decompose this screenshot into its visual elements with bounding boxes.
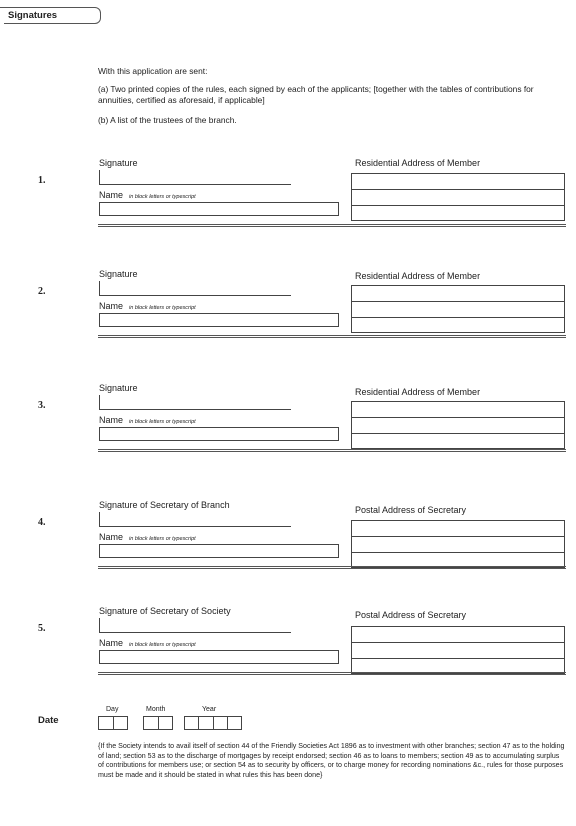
signature-field[interactable]: [99, 395, 291, 410]
signature-field[interactable]: [99, 170, 291, 185]
name-label: Name in block letters or typescript: [99, 532, 196, 542]
address-field[interactable]: [351, 285, 565, 333]
name-label: Name in block letters or typescript: [99, 638, 196, 648]
signatory-section-5: [0, 606, 576, 706]
date-label: Date: [38, 715, 59, 726]
name-label: Name in block letters or typescript: [99, 415, 196, 425]
section-divider: [98, 566, 566, 569]
name-hint: in block letters or typescript: [129, 642, 196, 648]
section-number: 2.: [38, 286, 46, 297]
signature-field[interactable]: [99, 512, 291, 527]
section-divider: [98, 224, 566, 227]
signature-label: Signature: [99, 158, 138, 168]
section-number: 3.: [38, 400, 46, 411]
signature-field[interactable]: [99, 618, 291, 633]
day-field[interactable]: [98, 716, 128, 730]
address-field[interactable]: [351, 626, 565, 674]
address-label: Postal Address of Secretary: [355, 610, 467, 620]
month-label: Month: [146, 706, 166, 713]
name-hint: in block letters or typescript: [129, 419, 196, 425]
address-field[interactable]: [351, 173, 565, 221]
address-field[interactable]: [351, 520, 565, 568]
intro-item-b: (b) A list of the trustees of the branch.: [98, 115, 237, 125]
section-divider: [98, 449, 566, 452]
signatory-section-2: [0, 269, 576, 369]
name-field[interactable]: [99, 202, 339, 216]
address-label: Residential Address of Member: [355, 271, 481, 281]
section-divider: [98, 335, 566, 338]
signature-label: Signature of Secretary of Society: [99, 606, 231, 616]
signature-label: Signature: [99, 269, 138, 279]
year-label: Year: [202, 706, 217, 713]
intro-item-a: (a) Two printed copies of the rules, each signed by each of the applicants; [together with the tables of contributions for annuities, certified as aforesaid, if applicable]: [98, 84, 534, 105]
footnote: {If the Society intends to avail itself of section 44 of the Friendly Societies Act 1896 as to investment with other branches; section 47 as to the holding of land; section 53 as to the discharge of mortgages by receipt endorsed; section 46 as to loans to members; section 49 as to accumulating surplus of contributions for members use; or section 54 as to security by officers, or to charge money for recording nominations &c., rules for those purposes must be made and it should be stated in what rules this has been done}: [98, 742, 565, 779]
address-label: Residential Address of Member: [355, 387, 481, 397]
name-field[interactable]: [99, 650, 339, 664]
name-hint: in block letters or typescript: [129, 194, 196, 200]
name-label: Name in block letters or typescript: [99, 301, 196, 311]
section-number: 5.: [38, 623, 46, 634]
name-field[interactable]: [99, 427, 339, 441]
address-label: Postal Address of Secretary: [355, 505, 467, 515]
section-number: 4.: [38, 517, 46, 528]
signature-label: Signature: [99, 383, 138, 393]
name-label: Name in block letters or typescript: [99, 190, 196, 200]
signature-field[interactable]: [99, 281, 291, 296]
address-label: Residential Address of Member: [355, 158, 481, 168]
name-hint: in block letters or typescript: [129, 305, 196, 311]
name-field[interactable]: [99, 544, 339, 558]
section-number: 1.: [38, 175, 46, 186]
signature-label: Signature of Secretary of Branch: [99, 500, 230, 510]
address-field[interactable]: [351, 401, 565, 449]
day-label: Day: [106, 706, 119, 713]
signatory-section-1: [0, 158, 576, 258]
intro-lead: With this application are sent:: [98, 66, 208, 76]
name-hint: in block letters or typescript: [129, 536, 196, 542]
signatory-section-3: [0, 383, 576, 483]
section-divider: [98, 672, 566, 675]
month-field[interactable]: [143, 716, 173, 730]
section-tab-signatures: Signatures: [4, 7, 101, 24]
name-field[interactable]: [99, 313, 339, 327]
year-field[interactable]: [184, 716, 242, 730]
signatory-section-4: [0, 500, 576, 600]
